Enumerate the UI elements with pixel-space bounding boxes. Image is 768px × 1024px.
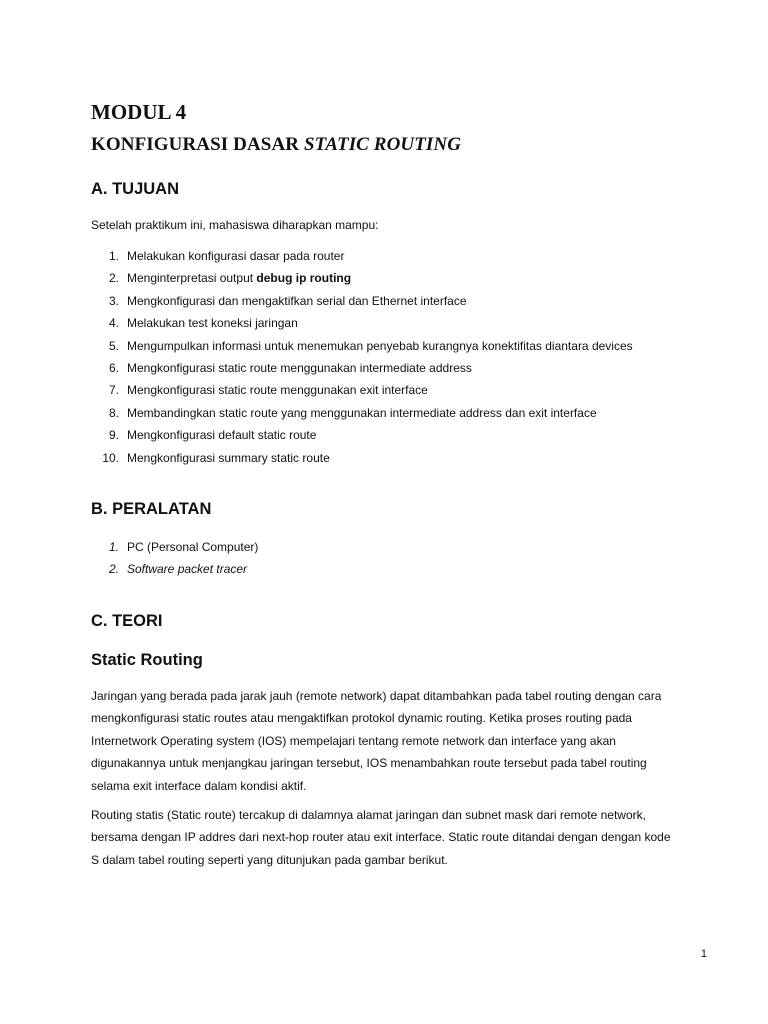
section-heading-tujuan: A. TUJUAN [91, 180, 180, 198]
subheading-static-routing: Static Routing [91, 651, 203, 669]
paragraph-line: Routing statis (Static route) tercakup di dalamnya alamat jaringan dan subnet mask dari remote network, [91, 808, 646, 822]
tujuan-intro: Setelah praktikum ini, mahasiswa diharapkan mampu: [91, 218, 379, 232]
module-subtitle-plain: KONFIGURASI DASAR [91, 134, 304, 155]
paragraph-line: Internetwork Operating system (IOS) mempelajari tentang remote network dan interface yang akan [91, 733, 616, 748]
teori-paragraph-2 [91, 807, 711, 874]
section-heading-peralatan: B. PERALATAN [91, 500, 212, 518]
paragraph-line: Jaringan yang berada pada jarak jauh (remote network) dapat ditambahkan pada tabel routing dengan cara [91, 689, 662, 703]
paragraph-line: mengkonfigurasi static routes atau mengaktifkan protokol dynamic routing. Ketika proses routing pada [91, 711, 632, 726]
module-subtitle-italic: STATIC ROUTING [303, 134, 462, 155]
teori-paragraph-1 [91, 688, 711, 800]
paragraph-line: selama exit interface dalam kondisi aktif. [91, 778, 307, 793]
paragraph-line: S dalam tabel routing seperti yang ditunjukan pada gambar berikut. [91, 852, 448, 867]
page-number: 1 [700, 948, 707, 960]
document-page: MODUL 4 KONFIGURASI DASAR STATIC ROUTING A. TUJUAN Setelah praktikum ini, mahasiswa diharapkan mampu: 1. Melakukan konfigurasi dasar pada router 2. Menginterpretasi output debug ip routing 3. Mengkonfigurasi dan mengaktifkan serial dan Ethernet interface 4. Melakukan test koneksi jaringan 5. Mengumpulkan informasi untuk menemukan penyebab kurangnya konektifitas diantara devices 6. Mengkonfigurasi static route menggunakan intermediate address 7. Mengkonfigurasi static route menggunakan exit interface 8. Membandingkan static route yang menggunakan intermediate address dan exit interface 9. Mengkonfigurasi default static route 10. Mengkonfigurasi summary static route B. PERALATAN 1. PC (Personal Computer) 2. Software packet tracer C. TEORI Static Routing Jaringan yang berada pada jarak jauh (remote network) dapat ditambahkan pada tabel routing dengan cara mengkonfigurasi static routes atau mengaktifkan protokol dynamic routing. Ketika proses routing pada Internetwork Operating system (IOS) mempelajari tentang remote network dan interface yang akan digunakannya untuk menjangkau jaringan tersebut, IOS menambahkan route tersebut pada tabel routing selama exit interface dalam kondisi aktif. Routing statis (Static route) tercakup di dalamnya alamat jaringan dan subnet mask dari remote network, bersama dengan IP addres dari next-hop router atau exit interface. Static route ditandai dengan dengan kode S dalam tabel routing seperti yang ditunjukan pada gambar berikut. 1 [0, 0, 768, 1024]
paragraph-line: bersama dengan IP addres dari next-hop router atau exit interface. Static route ditandai dengan dengan kode [91, 830, 671, 845]
section-heading-teori: C. TEORI [91, 612, 163, 630]
module-title: MODUL 4 [91, 100, 187, 124]
paragraph-line: digunakannya untuk menjangkau jaringan tersebut, IOS menambahkan route tersebut pada tabel routing [91, 756, 647, 771]
module-subtitle [91, 134, 461, 156]
